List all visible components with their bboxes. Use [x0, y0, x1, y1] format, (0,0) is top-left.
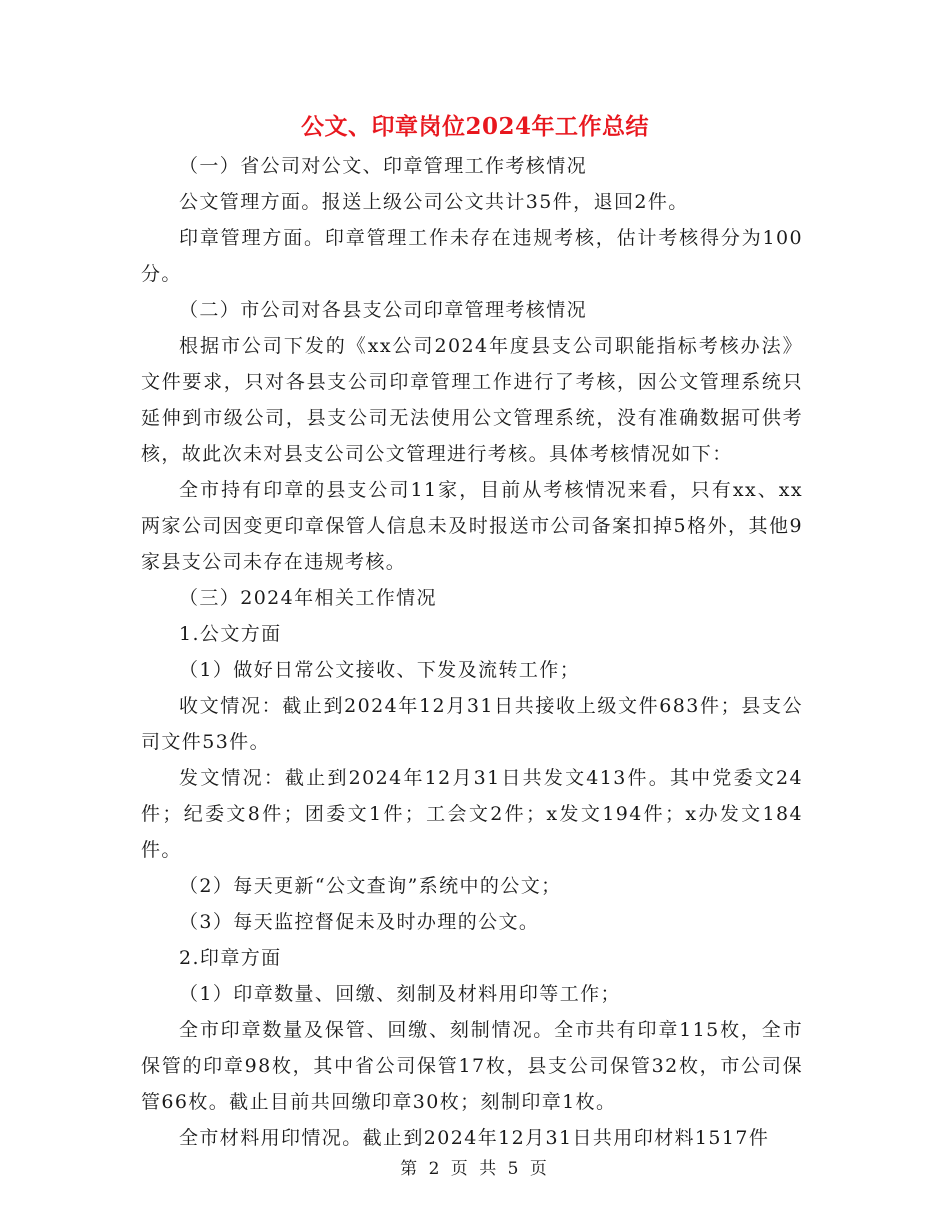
list-item: （3）每天监控督促未及时办理的公文。 [179, 911, 540, 933]
paragraph: 发文情况：截止到2024年12月31日共发文413件。其中党委文24件；纪委文8件；团委文1件；工会文2件；x发文194件；x办发文184件。 [141, 767, 803, 861]
subheading: 1.公文方面 [179, 623, 282, 645]
list-item: （1）印章数量、回缴、刻制及材料用印等工作； [179, 983, 621, 1005]
section-heading-3: （三）2024年相关工作情况 [179, 587, 437, 609]
paragraph: 公文管理方面。报送上级公司公文共计35件，退回2件。 [179, 191, 689, 213]
section-heading-2: （二）市公司对各县支公司印章管理考核情况 [179, 299, 588, 321]
document-title: 公文、印章岗位2024年工作总结 [300, 113, 649, 140]
paragraph: 全市印章数量及保管、回缴、刻制情况。全市共有印章115枚，全市保管的印章98枚，其中省公司保管17枚，县支公司保管32枚，市公司保管66枚。截止目前共回缴印章30枚；刻制印章1枚。 [141, 1019, 803, 1113]
paragraph: 全市持有印章的县支公司11家，目前从考核情况来看，只有xx、xx两家公司因变更印章保管人信息未及时报送市公司备案扣掉5格外，其他9家县支公司未存在违规考核。 [141, 479, 803, 573]
document-body [141, 148, 803, 1156]
list-item: （2）每天更新“公文查询”系统中的公文； [179, 875, 562, 897]
page-number-footer: 第 2 页 共 5 页 [400, 1159, 550, 1179]
paragraph: 根据市公司下发的《xx公司2024年度县支公司职能指标考核办法》文件要求，只对各县支公司印章管理工作进行了考核，因公文管理系统只延伸到市级公司，县支公司无法使用公文管理系统，没有准确数据可供考核，故此次未对县支公司公文管理进行考核。具体考核情况如下： [141, 335, 803, 465]
list-item: （1）做好日常公文接收、下发及流转工作； [179, 659, 581, 681]
paragraph: 全市材料用印情况。截止到2024年12月31日共用印材料1517件 [179, 1127, 770, 1149]
subheading: 2.印章方面 [179, 947, 282, 969]
section-heading-1: （一）省公司对公文、印章管理工作考核情况 [179, 155, 588, 177]
paragraph: 印章管理方面。印章管理工作未存在违规考核，估计考核得分为100分。 [141, 227, 803, 285]
paragraph: 收文情况：截止到2024年12月31日共接收上级文件683件；县支公司文件53件。 [141, 695, 803, 753]
